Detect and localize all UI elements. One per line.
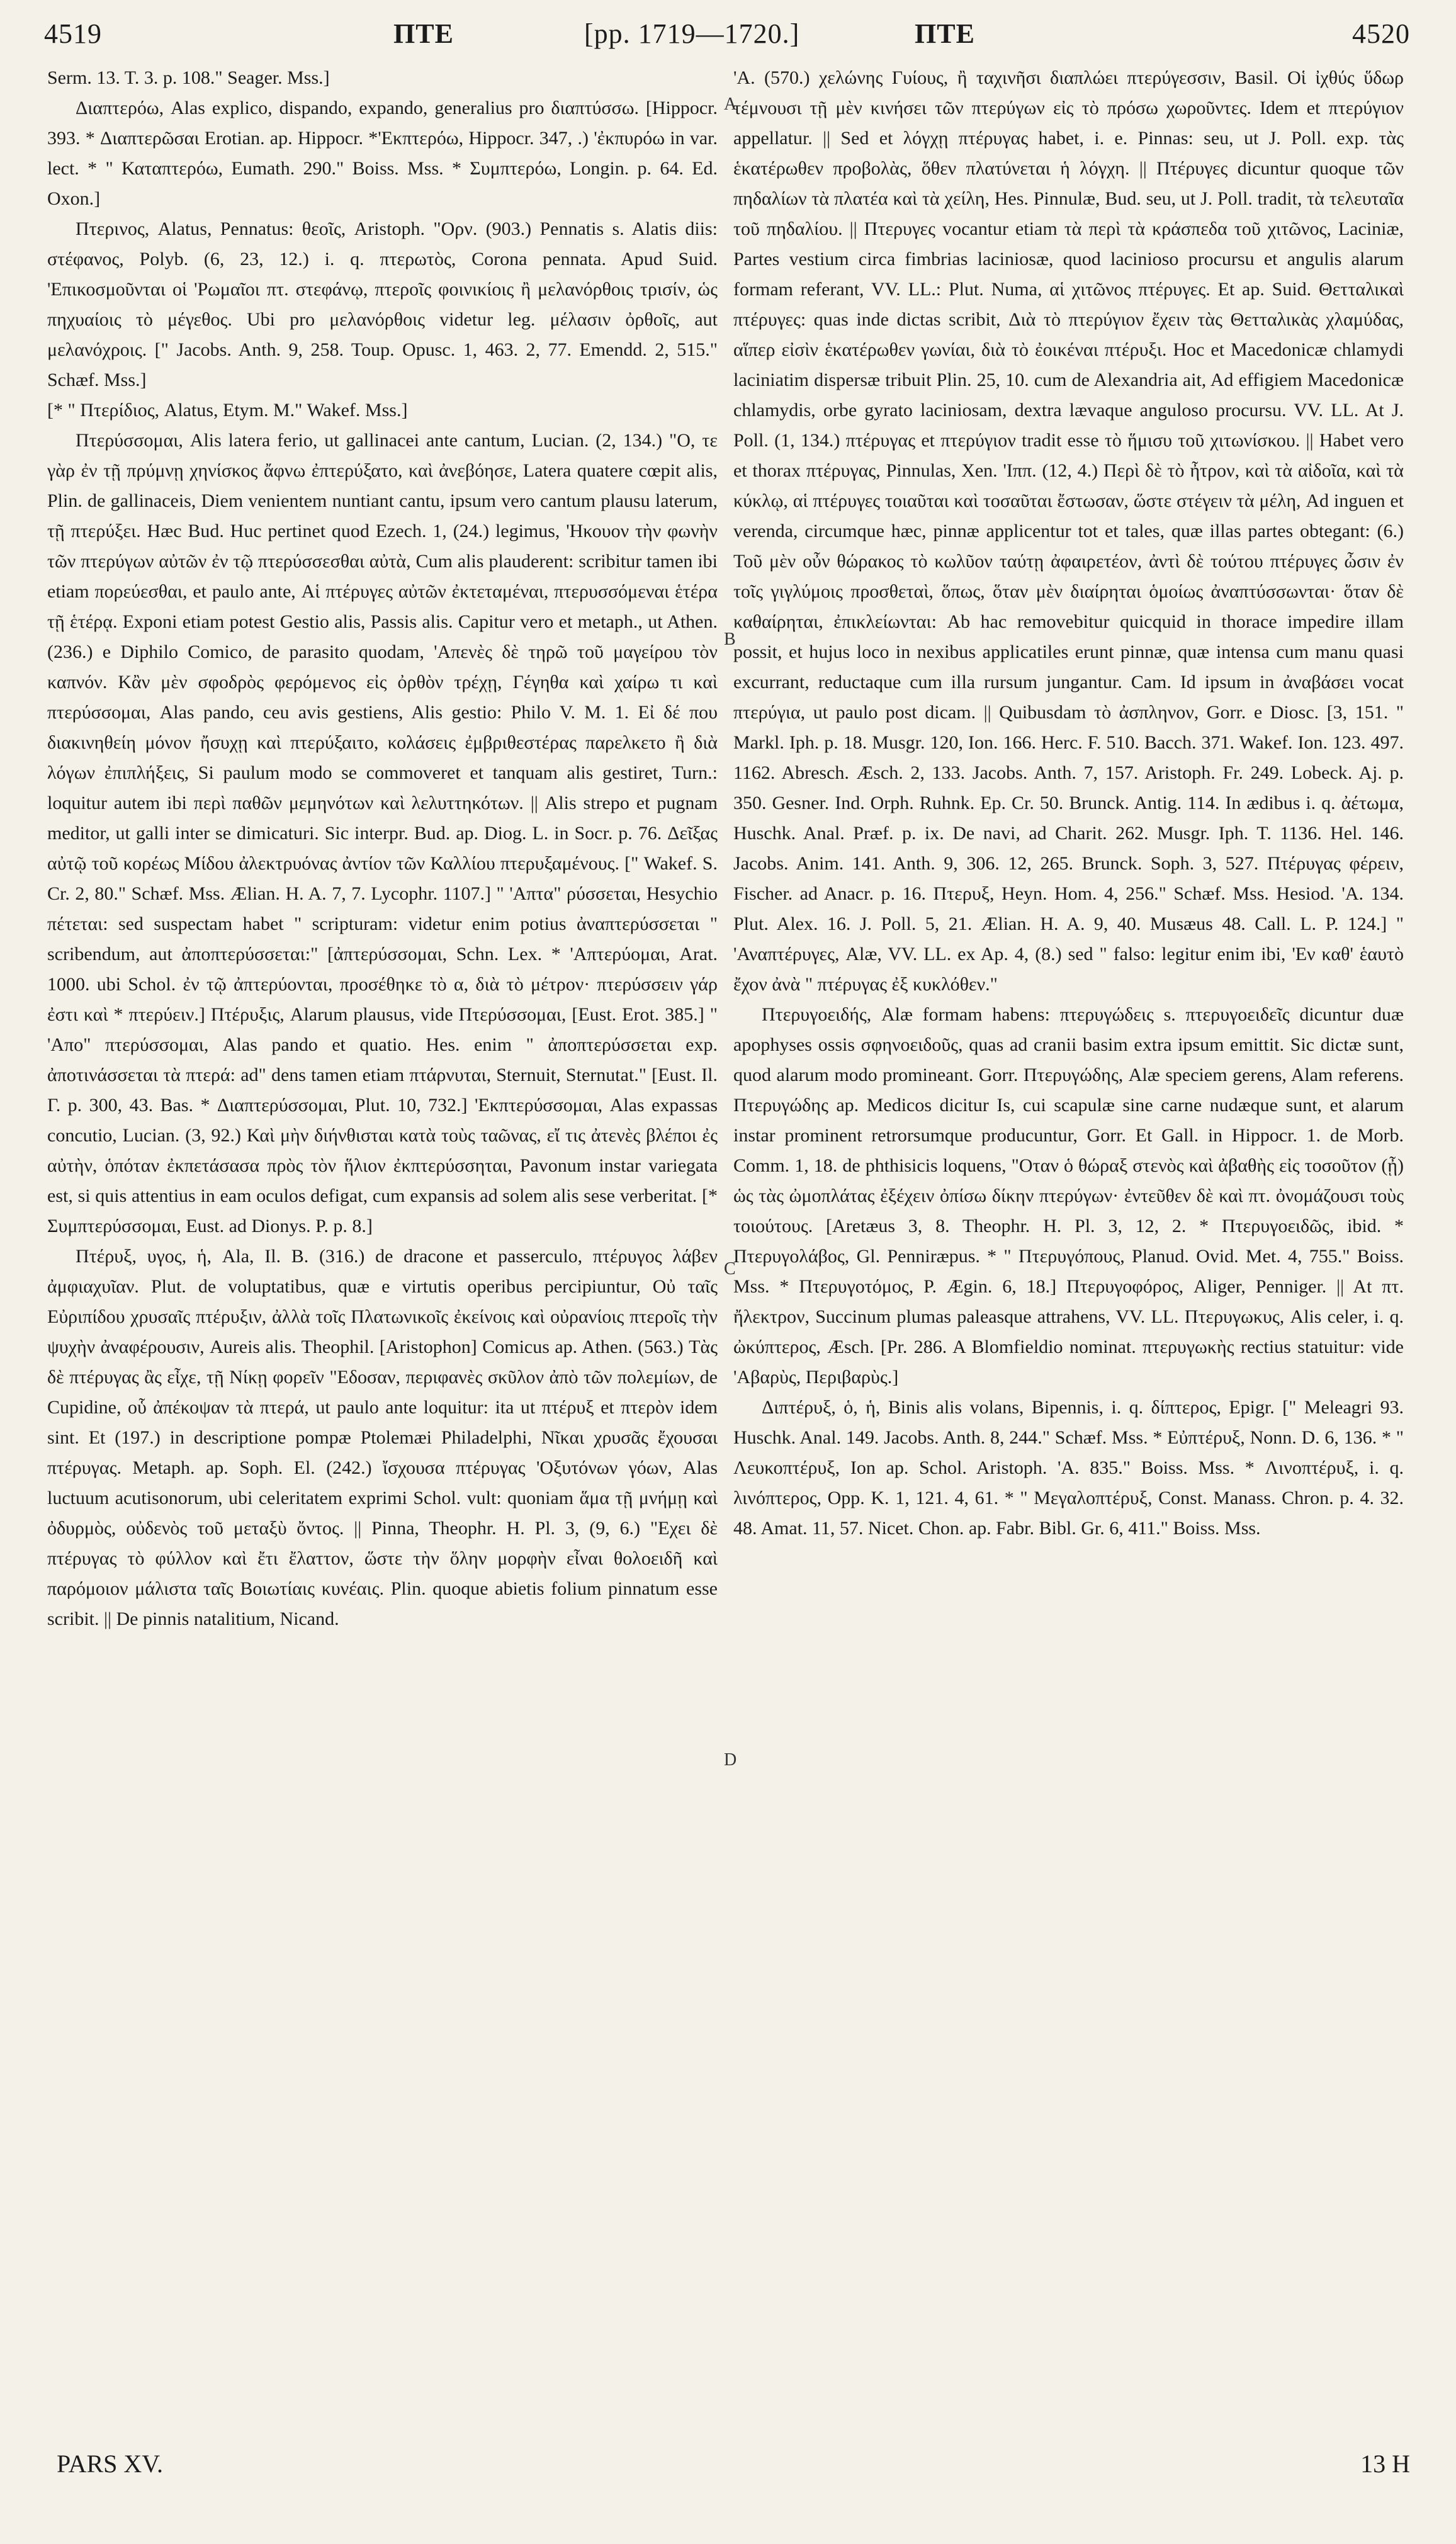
- left-column: [47, 63, 718, 2405]
- right-page-number: 4520: [1352, 18, 1410, 49]
- page-range: [pp. 1719—1720.]: [584, 18, 800, 49]
- left-paragraph: Πτερύσσομαι, Alis latera ferio, ut gallinacei ante cantum, Lucian. (2, 134.) "Ο, τε γὰρ ἐν τῇ πρύμνῃ χηνίσκος ἄφνω ἐπτερύξατο, καὶ ἀνεβόησε, Latera quatere cœpit alis, Plin. de gallinaceis, Diem venientem nuntiant cantu, ipsum vero cantum plausu laterum, τῇ πτερύξει. Hæc Bud. Huc pertinet quod Ezech. 1, (24.) legimus, 'Ηκουον τὴν φωνὴν τῶν πτερύγων αὐτῶν ἐν τῷ πτερύσσεσθαι αὐτὰ, Cum alis plauderent: scribitur tamen ibi etiam πορεύεσθαι, et paulo ante, Αἱ πτέρυγες αὐτῶν ἐκτεταμέναι, πτερυσσόμεναι ἑτέρα τῇ ἑτέρᾳ. Exponi etiam potest Gestio alis, Passis alis. Capitur vero et metaph., ut Athen. (236.) e Diphilo Comico, de parasito quodam, 'Απενὲς δὲ τηρῶ τοῦ μαγείρου τὸν καπνόν. Κἂν μὲν σφοδρὸς φερόμενος εἰς ὀρθὸν τρέχῃ, Γέγηθα καὶ χαίρω τι καὶ πτερύσσομαι, Alas pando, ceu avis gestiens, Alis gestio: Philo V. M. 1. Εἰ δέ που διακινηθείη μόνον ἤσυχῃ καὶ πτερύξαιτο, κολάσεις ἐμβριθεστέρας παρελκετο ἢ διὰ λόγων ἐπιπλήξεις, Si paulum modo se commoveret et tanquam alis gestiret, Turn.: loquitur autem ibi περὶ παθῶν μεμηνότων καὶ λελυττηκότων. || Alis strepo et pugnam meditor, ut galli inter se dimicaturi. Sic interpr. Bud. ap. Diog. L. in Socr. p. 76. Δεῖξας αὐτῷ τοῦ κορέως Μίδου ἀλεκτρυόνας ἀντίον τῶν Καλλίου πτερυξαμένους. [" Wakef. S. Cr. 2, 80." Schæf. Mss. Ælian. H. A. 7, 7. Lycophr. 1107.] " 'Απτα" ρύσσεται, Hesychio πέτεται: sed suspectam habet " scripturam: videtur enim potius ἀναπτερύσσεται " scribendum, aut ἀποπτερύσσεται:" [ἀπτερύσσομαι, Schn. Lex. * 'Απτερύομαι, Arat. 1000. ubi Schol. ἐν τῷ ἀπτερύονται, προσέθηκε τὸ α, διὰ τὸ μέτρον· πτερύσσειν γάρ ἐστι καὶ * πτερύειν.] Πτέρυξις, Alarum plausus, vide Πτερύσσομαι, [Eust. Erot. 385.] " 'Απο" πτερύσσομαι, Alas pando et quatio. Hes. enim " ἀποπτερύσσεται exp. ἀποτινάσσεται τὰ πτερά: ad" dens tamen etiam πτάρνυται, Sternuit, Sternutat." [Eust. Il. Γ. p. 300, 43. Bas. * Διαπτερύσσομαι, Plut. 10, 732.] 'Εκπτερύσσομαι, Alas expassas concutio, Lucian. (3, 92.) Καὶ μὴν διήνθισται κατὰ τοὺς ταῶνας, εἴ τις ἀτενὲς βλέποι ἐς αὐτὴν, ὁπόταν ἐκπετάσασα πρὸς τὸν ἥλιον ἐκπτερύσσηται, Pavonum instar variegata est, si quis attentius in eam oculos defigat, cum expansis ad solem alis sese verberitat. [* Συμπτερύσσομαι, Eust. ad Dionys. P. p. 8.]: [47, 430, 718, 1236]
- page-footer: [50, 2449, 1410, 2487]
- right-running-head: ΠΤΕ: [915, 18, 975, 49]
- section-marker-d: D: [724, 1750, 737, 1770]
- left-paragraph: Πτερινος, Alatus, Pennatus: θεοῖς, Aristoph. "Ορν. (903.) Pennatis s. Alatis diis: στέφανος, Polyb. (6, 23, 12.) i. q. πτερωτὸς, Corona pennata. Apud Suid. 'Επικοσμοῦνται οἱ 'Ρωμαῖοι πτ. στεφάνῳ, πτεροῖς φοινικίοις ἢ μελανόρθοις τρισίν, ὡς πηχυαίοις τὸ μέγεθος. Ubi pro μελανόρθοις videtur leg. μέλασιν ὀρθοῖς, aut μελανόχροις. [" Jacobs. Anth. 9, 258. Toup. Opusc. 1, 463. 2, 77. Emendd. 2, 515." Schæf. Mss.]: [47, 218, 718, 390]
- left-paragraph: Serm. 13. T. 3. p. 108." Seager. Mss.]: [47, 67, 330, 88]
- right-paragraph: 'A. (570.) χελώνης Γυίους, ἢ ταχινῆσι διαπλώει πτερύγεσσιν, Basil. Οἱ ἰχθύς ὕδωρ τέμνουσι τῇ μὲν κινήσει τῶν πτερύγων εἰς τὸ πρόσω χωροῦντες. Idem et πτερύγιον appellatur. || Sed et λόγχῃ πτέρυγας habet, i. e. Pinnas: seu, ut J. Poll. exp. τὰς ἑκατέρωθεν προβολὰς, ὅθεν πλατύνεται ἡ λόγχη. || Πτέρυγες dicuntur quoque τῶν πηδαλίων τὰ πλατέα καὶ τὰ χείλη, Hes. Pinnulæ, Bud. seu, ut J. Poll. tradit, τὰ τελευταῖα τοῦ πηδαλίου. || Πτερυγες vocantur etiam τὰ περὶ τὰ κράσπεδα τοῦ χιτῶνος, Laciniæ, Partes vestium circa fimbrias laciniosæ, quod lacinioso procursu et angulis alarum formam referant, VV. LL.: Plut. Numa, αἱ χιτῶνος πτέρυγες. Et ap. Suid. Θετταλικαὶ πτέρυγες: quas inde dictas scribit, Διὰ τὸ πτερύγιον ἔχειν τὰς Θετταλικὰς χλαμύδας, αἵπερ εἰσὶν ἑκατέρωθεν γωνίαι, διὰ τὸ ἐοικέναι πτέρυξι. Hoc et Macedonicæ chlamydi laciniatim dispersæ tribuit Plin. 25, 10. cum de Alexandria ait, Ad effigiem Macedonicæ chlamydis, orbe gyrato laciniosam, dextra lævaque anguloso procursu. VV. LL. At J. Poll. (1, 134.) πτέρυγας et πτερύγιον tradit esse τὸ ἥμισυ τοῦ χιτωνίσκου. || Habet vero et thorax πτέρυγας, Pinnulas, Xen. 'Ιππ. (12, 4.) Περὶ δὲ τὸ ἦτρον, καὶ τὰ αἰδοῖα, καὶ τὰ κύκλῳ, αἱ πτέρυγες τοιαῦται καὶ τοσαῦται ἔστωσαν, ὥστε στέγειν τὰ μέλη, Ad inguen et verenda, circumque hæc, pinnæ applicentur tot et tales, quæ illas partes obtegant: (6.) Τοῦ μὲν οὖν θώρακος τὸ κωλῦον ταύτῃ ἀφαιρετέον, ἀντὶ δὲ τούτου πτέρυγες ὦσιν ἐν τοῖς γιγλύμοις προσθεταὶ, ὅπως, ὅταν μὲν διαίρηται ὁμοίως ἀναπτύσσωνται· ὅταν δὲ καθαίρηται, ἐπικλείωνται: Ab hac removebitur quicquid in thorace impedire illam possit, et hujus loco in nexibus applicatiles erunt pinnæ, quæ intensa cum manu quasi excurrant, reductaque cum illa rursum jungantur. Cam. Id ipsum in ἀναβάσει vocat πτερύγια, ut paulo post dicam. || Quibusdam τὸ ἀσπληνον, Gorr. e Diosc. [3, 151. " Markl. Iph. p. 18. Musgr. 120, Ion. 166. Herc. F. 510. Bacch. 371. Wakef. Ion. 123. 497. 1162. Abresch. Æsch. 2, 133. Jacobs. Anth. 7, 157. Aristoph. Fr. 249. Lobeck. Aj. p. 350. Gesner. Ind. Orph. Ruhnk. Ep. Cr. 50. Brunck. Antig. 114. In ædibus i. q. ἀέτωμα, Huschk. Anal. Præf. p. ix. De navi, ad Charit. 262. Musgr. Iph. T. 1136. Hel. 146. Jacobs. Anim. 141. Anth. 9, 306. 12, 265. Brunck. Soph. 3, 527. Πτέρυγας φέρειν, Fischer. ad Anacr. p. 16. Πτερυξ, Heyn. Hom. 4, 256." Schæf. Mss. Hesiod. 'A. 134. Plut. Alex. 16. J. Poll. 5, 21. Ælian. H. A. 9, 40. Musæus 48. Call. L. P. 124.] " 'Αναπτέρυγες, Alæ, VV. LL. ex Ap. 4, (8.) sed " falso: legitur enim ibi, 'Εν καθ' ἑαυτὸ ἔχον ἀνὰ " πτέρυγας ἐξ κυκλόθεν.": [733, 67, 1404, 995]
- left-paragraph: [* " Πτερίδιος, Alatus, Etym. M." Wakef. Mss.]: [47, 400, 408, 421]
- page-header: [38, 13, 1423, 57]
- left-paragraph: Διαπτερόω, Alas explico, dispando, expando, generalius pro διαπτύσσω. [Hippocr. 393. * Διαπτερῶσαι Erotian. ap. Hippocr. *'Εκπτερόω, Hippocr. 347, .) 'ἐκπυρόω in var. lect. * " Καταπτερόω, Eumath. 290." Boiss. Mss. * Συμπτερόω, Longin. p. 64. Ed. Oxon.]: [47, 98, 718, 209]
- left-paragraph: Πτέρυξ, υγος, ἡ, Ala, Il. B. (316.) de dracone et passerculo, πτέρυγος λάβεν ἀμφιαχυῖαν. Plut. de voluptatibus, quæ e virtutis operibus percipiuntur, Οὐ ταῖς Εὐριπίδου χρυσαῖς πτέρυξιν, ἀλλὰ τοῖς Πλατωνικοῖς ἐκείνοις καὶ οὐρανίοις πτεροῖς τὴν ψυχὴν ἀναφέρουσιν, Aureis alis. Theophil. [Aristophon] Comicus ap. Athen. (563.) Τὰς δὲ πτέρυγας ἂς εἶχε, τῇ Νίκῃ φορεῖν "Εδοσαν, περιφανὲς σκῦλον ἀπὸ τῶν πολεμίων, de Cupidine, οὗ ἀπέκοψαν τὰ πτερά, ut paulo ante loquitur: ita ut πτέρυξ et πτερὸν idem sint. Et (197.) in descriptione pompæ Ptolemæi Philadelphi, Νῖκαι χρυσᾶς ἔχουσαι πτέρυγας. Metaph. ap. Soph. El. (242.) ἴσχουσα πτέρυγας 'Οξυτόνων γόων, Alas luctuum acutisonorum, ubi celeritatem exprimi Schol. vult: quoniam ἅμα τῇ μνήμῃ καὶ ὀδυρμὸς, οὐδενὸς τοῦ μεταξὺ ὄντος. || Pinna, Theophr. H. Pl. 3, (9, 6.) "Εχει δὲ πτέρυγας τὸ φύλλον καὶ ἔτι ἔλαττον, ὥστε τὴν ὅλην μορφὴν εἶναι θολοειδῆ καὶ παρόμοιον μάλιστα ταῖς Βοιωτίαις κυνέαις. Plin. quoque abietis folium pinnatum esse scribit. || De pinnis natalitium, Nicand.: [47, 1246, 718, 1629]
- section-marker-c: C: [724, 1259, 736, 1279]
- footer-part-label: PARS XV.: [57, 2450, 164, 2478]
- section-marker-a: A: [724, 94, 737, 114]
- right-paragraph: Πτερυγοειδής, Alæ formam habens: πτερυγώδεις s. πτερυγοειδεῖς dicuntur duæ apophyses ossis σφηνοειδοῦς, quas ad cranii basim extra ipsum emittit. Sic dictæ sunt, quod alarum modo promineant. Gorr. Πτερυγώδης, Alæ speciem gerens, Alam referens. Πτερυγώδης ap. Medicos dicitur Is, cui scapulæ sine carne nudæque sunt, et alarum instar prominent retrorsumque producuntur, Gorr. Et Gall. in Hippocr. 1. de Morb. Comm. 1, 18. de phthisicis loquens, "Οταν ὁ θώραξ στενὸς καὶ ἀβαθὴς εἰς τοσοῦτον (ᾖ) ὡς τὰς ὠμοπλάτας ἐξέχειν ὀπίσω δίκην πτερύγων· ἐντεῦθεν δὲ καὶ πτ. ὀνομάζουσι τοὺς τοιούτους. [Aretæus 3, 8. Theophr. H. Pl. 3, 12, 2. * Πτερυγοειδῶς, ibid. * Πτερυγολάβος, Gl. Penniræpus. * " Πτερυγόπους, Planud. Ovid. Met. 4, 755." Boiss. Mss. * Πτερυγοτόμος, P. Ægin. 6, 18.] Πτερυγοφόρος, Aliger, Penniger. || At πτ. ἤλεκτρον, Succinum plumas paleasque attrahens, VV. LL. Πτερυγωκυς, Alis celer, i. q. ὠκύπτερος, Æsch. [Pr. 286. A Blomfieldio nominat. πτερυγωκὴς rectius statuitur: vide 'Αβαρὺς, Περιβαρὺς.]: [733, 1004, 1404, 1388]
- left-running-head: ΠΤΕ: [393, 18, 454, 49]
- right-paragraph: Διπτέρυξ, ὁ, ἡ, Binis alis volans, Bipennis, i. q. δίπτερος, Epigr. [" Meleagri 93. Huschk. Anal. 149. Jacobs. Anth. 8, 244." Schæf. Mss. * Εὐπτέρυξ, Nonn. D. 6, 136. * " Λευκοπτέρυξ, Ion ap. Schol. Aristoph. 'A. 835." Boiss. Mss. * Λινοπτέρυξ, i. q. λινόπτερος, Opp. K. 1, 121. 4, 61. * " Μεγαλοπτέρυξ, Const. Manass. Chron. p. 4. 32. 48. Amat. 11, 57. Nicet. Chon. ap. Fabr. Bibl. Gr. 6, 411." Boiss. Mss.: [733, 1397, 1404, 1539]
- footer-signature: 13 H: [1360, 2450, 1410, 2478]
- right-column: [733, 63, 1404, 2405]
- section-marker-b: B: [724, 630, 736, 649]
- left-page-number: 4519: [44, 18, 102, 49]
